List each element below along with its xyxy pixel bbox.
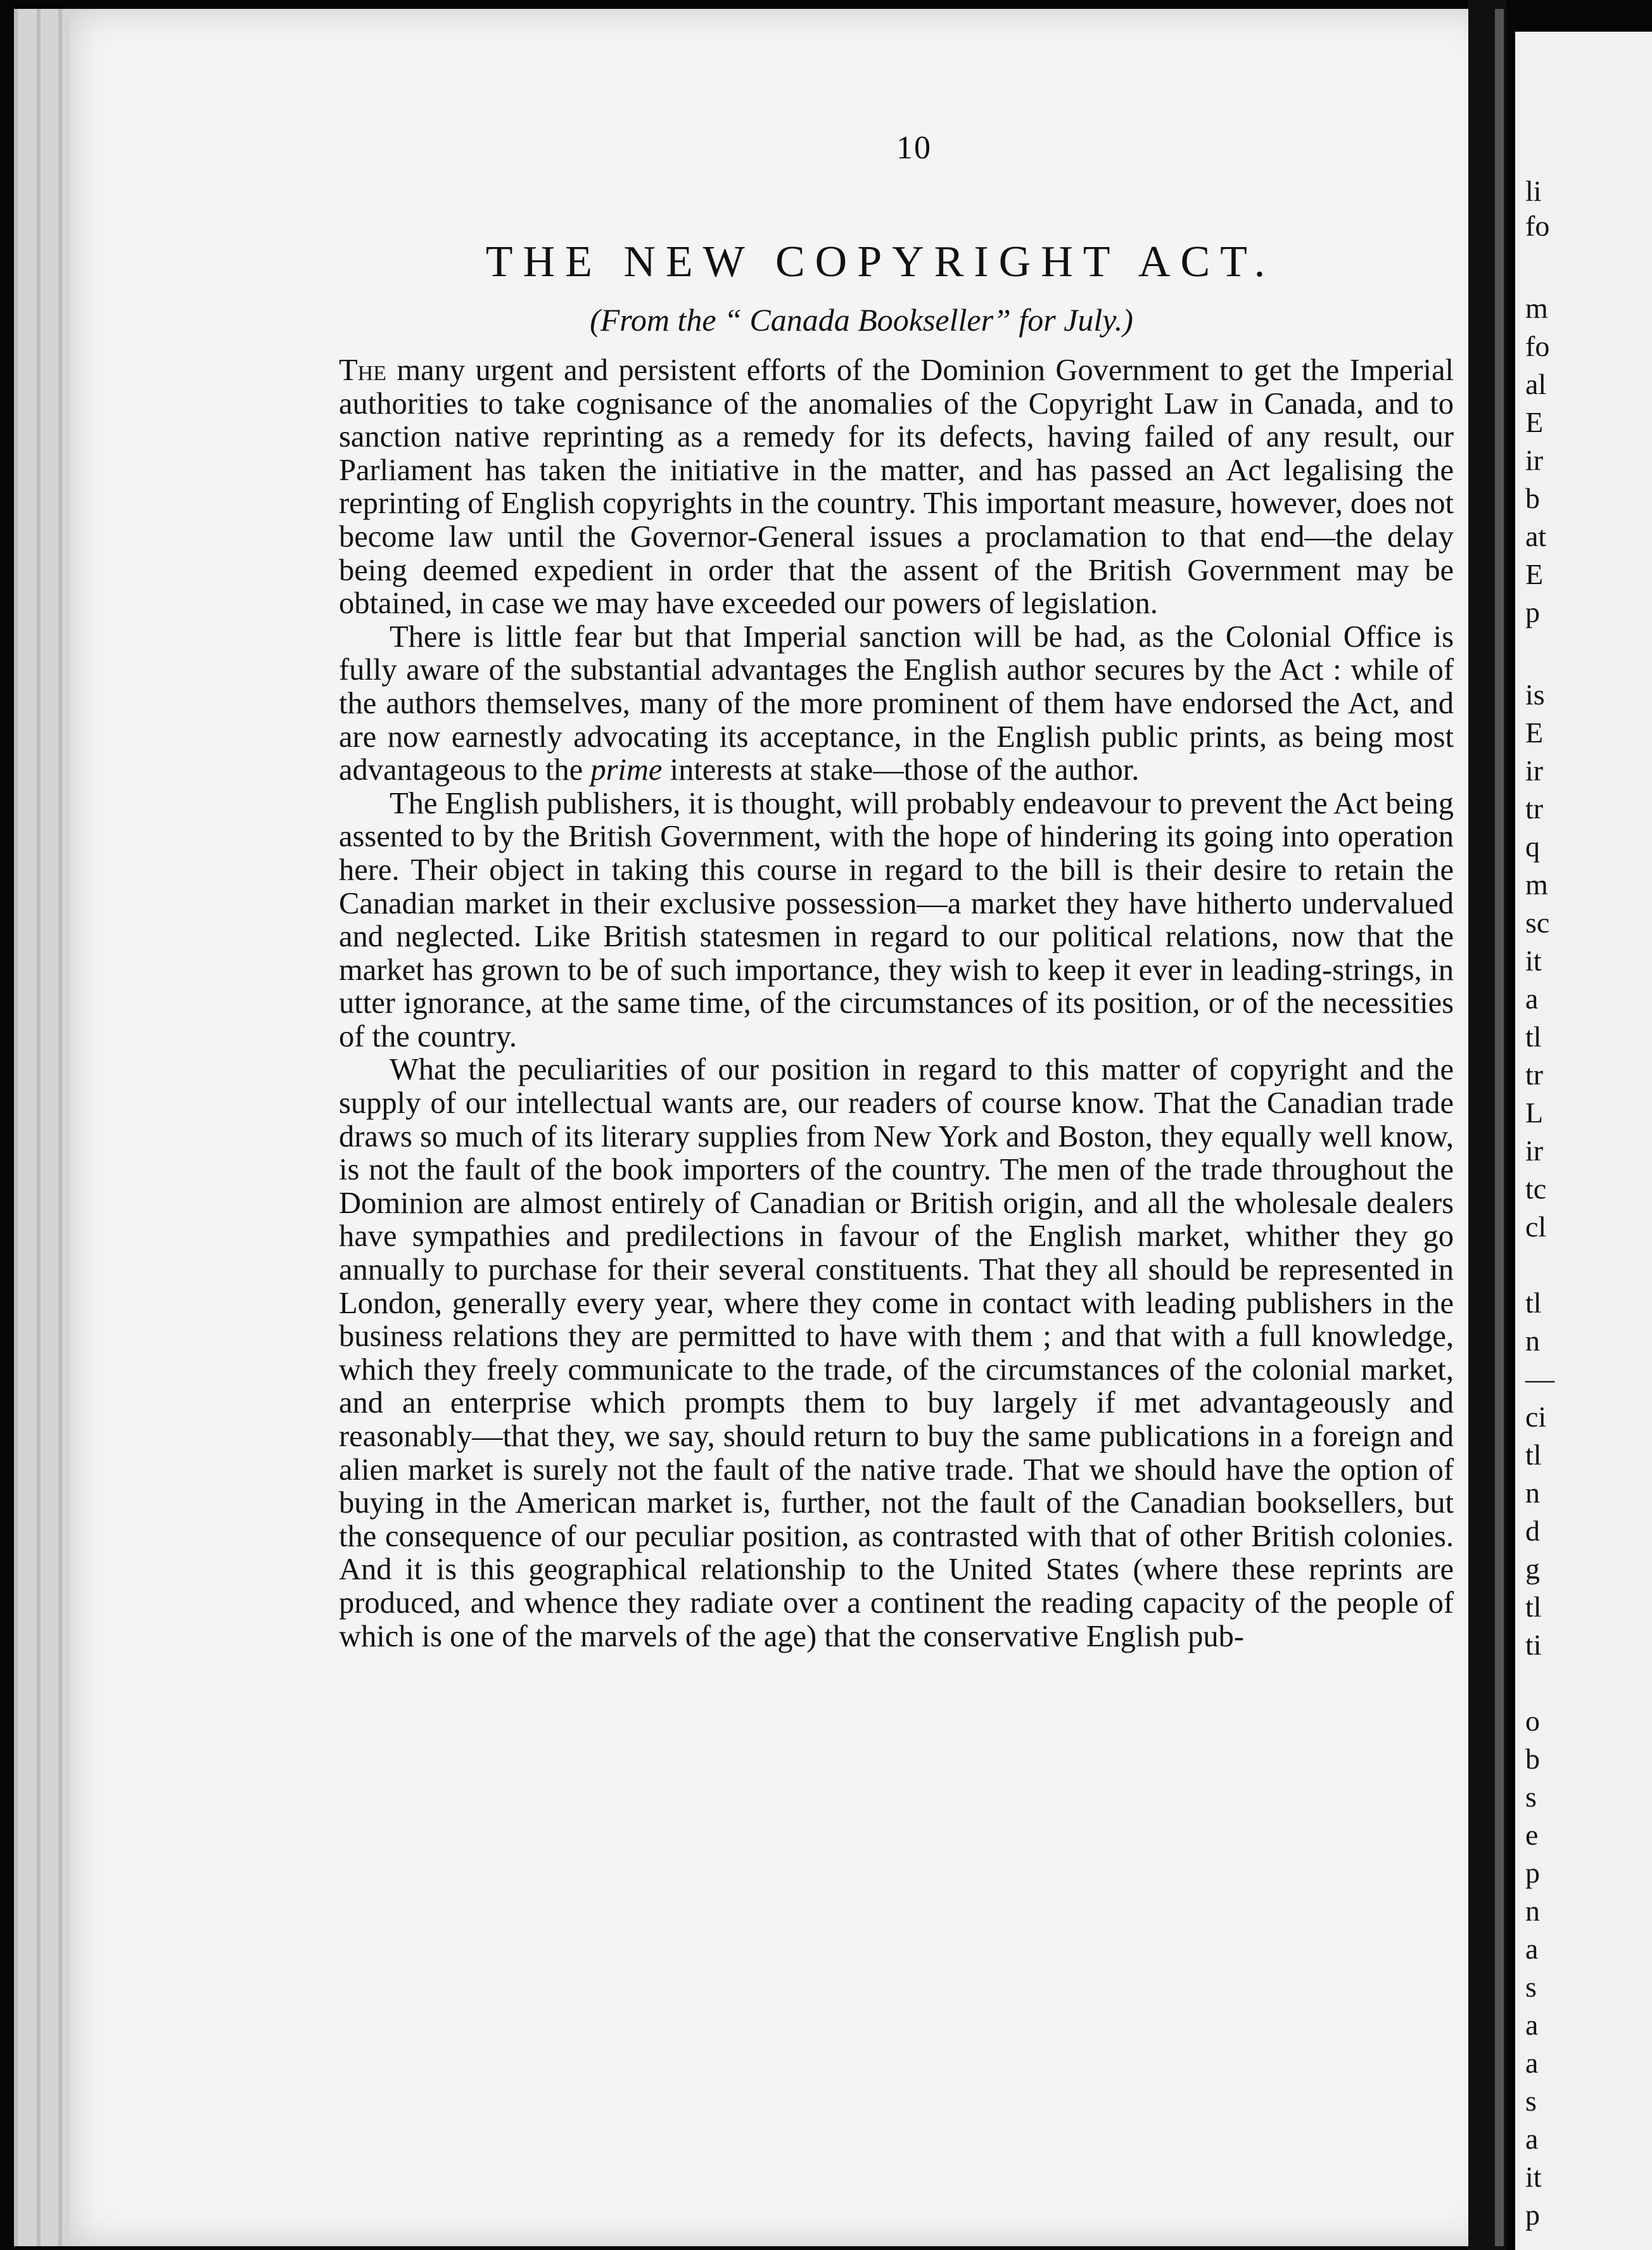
adjacent-page-fragment: o bbox=[1525, 1705, 1540, 1737]
adjacent-page-fragment: fo bbox=[1525, 210, 1550, 242]
adjacent-page-fragment: n bbox=[1525, 1895, 1540, 1927]
adjacent-page-fragment: tl bbox=[1525, 1020, 1542, 1053]
adjacent-page-fragment: ti bbox=[1525, 1629, 1542, 1661]
page-edge-line bbox=[14, 9, 18, 2246]
adjacent-page-fragment: it bbox=[1525, 2161, 1542, 2193]
paragraph-lead-word: The bbox=[339, 353, 386, 387]
emphasized-word: prime bbox=[590, 753, 663, 787]
paragraph-4: What the peculiarities of our position in regard to this matter of copyright and the supply of our intellectual wants are, our readers of course know. That the Canadian trade draws so much of its literary supplies from New York and Boston, they equally well know, is not the fault of the book importers of the country. The men of the trade throughout the Dominion are almost entirely of Canadian or British origin, and all the wholesale dealers have sympathies and predilections in favour of the English market, whither they go annually to purchase for their several constituents. That they all should be represented in London, generally every year, where they come in contact with leading publishers in the business relations they are permitted to have with them ; and that with a full knowledge, which they freely communicate to the trade, of the circumstances of the colonial market, and an enterprise which prompts them to buy largely if met advantageously and reasonably—that they, we say, should return to buy the same publications in a foreign and alien market is surely not the fault of the native trade. That we should have the option of buying in the American market is, further, not the fault of the Canadian booksellers, but the consequence of our peculiar position, as contrasted with that of other British colonies. And it is this geographical relationship to the United States (where these reprints are produced, and whence they radiate over a continent the reading capacity of the people of which is one of the marvels of the age) that the conservative English pub- bbox=[339, 1053, 1454, 1653]
adjacent-page-fragment: m bbox=[1525, 292, 1548, 324]
adjacent-page-fragment: at bbox=[1525, 520, 1547, 552]
adjacent-page-fragment: al bbox=[1525, 368, 1547, 400]
adjacent-page-fragment: a bbox=[1525, 982, 1539, 1015]
adjacent-page-fragment: ci bbox=[1525, 1401, 1547, 1433]
adjacent-page-fragment: tl bbox=[1525, 1439, 1542, 1471]
adjacent-page-fragment: E bbox=[1525, 406, 1544, 438]
adjacent-page-fragment: p bbox=[1525, 2199, 1540, 2231]
adjacent-page-fragment: a bbox=[1525, 1933, 1539, 1965]
adjacent-page-fragment: p bbox=[1525, 1857, 1540, 1889]
adjacent-page-fragment: — bbox=[1525, 1363, 1554, 1395]
adjacent-page-fragment: it bbox=[1525, 944, 1542, 977]
adjacent-page-fragment: is bbox=[1525, 678, 1545, 711]
adjacent-page bbox=[1515, 32, 1652, 2250]
adjacent-page-fragment: n bbox=[1525, 1325, 1540, 1357]
adjacent-page-fragment: tc bbox=[1525, 1173, 1547, 1205]
adjacent-page-fragment: a bbox=[1525, 2123, 1539, 2155]
adjacent-page-fragment: b bbox=[1525, 482, 1540, 514]
adjacent-page-fragment: sc bbox=[1525, 906, 1550, 939]
paragraph-text: interests at stake—those of the author. bbox=[662, 753, 1140, 787]
adjacent-page-fragment: fo bbox=[1525, 330, 1550, 362]
paragraph-1 bbox=[339, 354, 1454, 621]
adjacent-page-fragment: tl bbox=[1525, 1591, 1542, 1623]
adjacent-page-fragment: s bbox=[1525, 1781, 1537, 1813]
adjacent-page-fragment: E bbox=[1525, 716, 1544, 749]
adjacent-page-fragment: q bbox=[1525, 830, 1540, 863]
adjacent-page-fragment: m bbox=[1525, 868, 1548, 901]
adjacent-page-fragment: tr bbox=[1525, 1058, 1544, 1091]
adjacent-page-fragment: d bbox=[1525, 1515, 1540, 1547]
adjacent-page-fragment: n bbox=[1525, 1477, 1540, 1509]
adjacent-page-fragment: s bbox=[1525, 2085, 1537, 2117]
scanned-page bbox=[70, 9, 1495, 2246]
gutter-shadow bbox=[1495, 9, 1504, 2246]
article-title: THE NEW COPYRIGHT ACT. bbox=[485, 238, 1276, 286]
article-body bbox=[339, 354, 1454, 1653]
adjacent-page-fragment: a bbox=[1525, 2047, 1539, 2079]
adjacent-page-fragment: e bbox=[1525, 1819, 1539, 1851]
adjacent-page-fragment: tl bbox=[1525, 1287, 1542, 1319]
adjacent-page-fragment: a bbox=[1525, 2009, 1539, 2041]
paragraph-text: many urgent and persistent efforts of the Dominion Government to get the Imperial authorities to take cognisance of the anomalies of the Copyright Law in Canada, and to sanction native reprinting as a remedy for its defects, having failed of any result, our Parliament has taken the initiative in the matter, and has passed an Act legalising the reprinting of English copyrights in the country. This important measure, however, does not become law until the Governor-General issues a proclamation to that end—the delay being deemed expedient in order that the assent of the British Government may be obtained, in case we may have exceeded our powers of legislation. bbox=[339, 353, 1454, 621]
paragraph-text: There is little fear but that Imperial sanction will be had, as the Colonial Office is fully aware of the substantial advantages the English author secures by the Act : while of the authors themselves, many of the more prominent of them have endorsed the Act, and are now earnestly advocating its acceptance, in the English public prints, as being most advantageous to the bbox=[339, 620, 1454, 787]
paragraph-2 bbox=[339, 621, 1454, 787]
adjacent-page-fragment: s bbox=[1525, 1971, 1537, 2003]
adjacent-page-fragment: li bbox=[1525, 175, 1542, 207]
adjacent-page-fragment: tr bbox=[1525, 792, 1544, 825]
adjacent-page-fragment: ir bbox=[1525, 444, 1544, 476]
adjacent-page-fragment: p bbox=[1525, 596, 1540, 628]
adjacent-page-fragment: L bbox=[1525, 1096, 1544, 1129]
adjacent-page-fragment: ir bbox=[1525, 1135, 1544, 1167]
paragraph-3: The English publishers, it is thought, will probably endeavour to prevent the Act being assented to by the British Government, with the hope of hindering its going into operation here. Their object in taking this course in regard to the bill is their desire to retain the Canadian market in their exclusive possession—a market they have hitherto undervalued and neglected. Like British statesmen in regard to our political relations, now that the market has grown to be of such importance, they wish to keep it ever in leading-strings, in utter ignorance, at the same time, of the circumstances of its position, or of the necessities of the country. bbox=[339, 786, 1454, 1053]
adjacent-page-fragment: E bbox=[1525, 558, 1544, 590]
page-edge-line bbox=[58, 9, 62, 2246]
adjacent-page-fragment: ir bbox=[1525, 754, 1544, 787]
page-number: 10 bbox=[896, 130, 932, 166]
adjacent-page-fragment: cl bbox=[1525, 1211, 1547, 1243]
article-subtitle: (From the “ Canada Bookseller” for July.) bbox=[590, 302, 1133, 338]
adjacent-page-fragment: b bbox=[1525, 1743, 1540, 1775]
adjacent-page-fragment: g bbox=[1525, 1553, 1540, 1585]
page-edge-line bbox=[37, 9, 41, 2246]
